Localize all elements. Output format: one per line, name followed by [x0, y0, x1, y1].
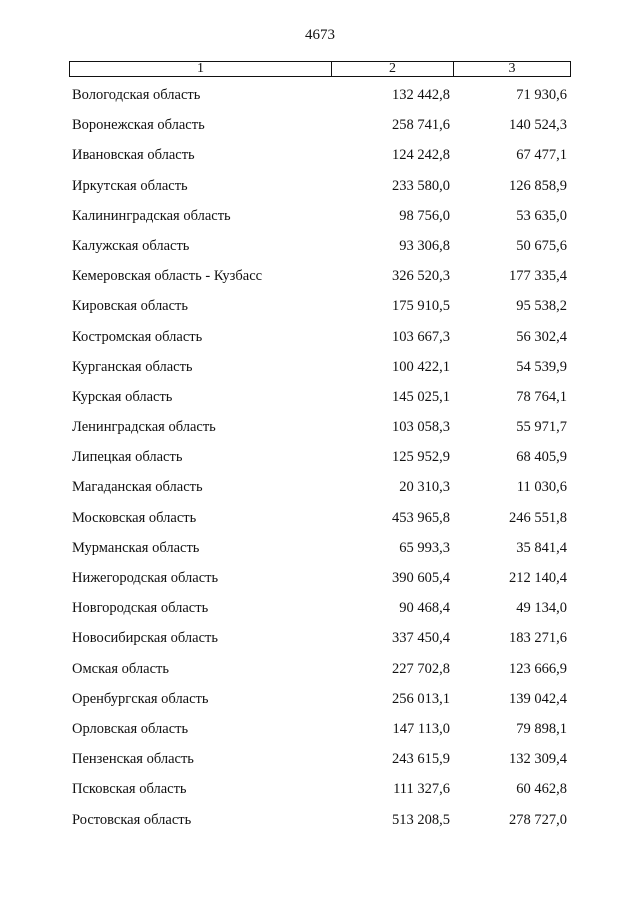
region-name: Оренбургская область [72, 690, 209, 707]
value-column-2: 103 667,3 [392, 328, 450, 345]
table-row [0, 442, 640, 472]
value-column-2: 90 468,4 [399, 600, 450, 617]
region-name: Псковская область [72, 781, 187, 798]
region-name: Калининградская область [72, 207, 231, 224]
region-name: Магаданская область [72, 479, 203, 496]
value-column-3: 53 635,0 [516, 207, 567, 224]
table-row [0, 744, 640, 774]
region-name: Пензенская область [72, 751, 194, 768]
column-header-1: 1 [70, 62, 332, 76]
table-row [0, 261, 640, 291]
column-header-3: 3 [508, 61, 516, 76]
page-number: 4673 [305, 27, 335, 43]
value-column-2: 98 756,0 [399, 207, 450, 224]
value-column-2: 103 058,3 [392, 419, 450, 436]
region-name: Кировская область [72, 298, 189, 315]
value-column-3: 60 462,8 [516, 781, 567, 798]
table-row [0, 774, 640, 804]
value-column-2: 124 242,8 [392, 147, 450, 164]
table-row [0, 654, 640, 684]
region-name: Курская область [72, 388, 173, 405]
table-row [0, 805, 640, 835]
value-column-3: 35 841,4 [516, 539, 567, 556]
value-column-3: 123 666,9 [509, 660, 567, 677]
value-column-2: 326 520,3 [392, 268, 450, 285]
value-column-3: 183 271,6 [509, 630, 567, 647]
value-column-2: 256 013,1 [392, 690, 450, 707]
region-name: Новосибирская область [72, 630, 218, 647]
region-name: Московская область [72, 509, 197, 526]
region-name: Омская область [72, 660, 169, 677]
value-column-3: 212 140,4 [509, 570, 567, 586]
value-column-3: 49 134,0 [516, 600, 567, 617]
value-column-3: 246 551,8 [509, 509, 567, 526]
table-row [0, 684, 640, 714]
value-column-3: 126 858,9 [509, 177, 567, 194]
value-column-3: 78 764,1 [516, 388, 567, 405]
region-name: Воронежская область [72, 117, 205, 134]
value-column-2: 111 327,6 [393, 781, 450, 798]
table-row [0, 80, 640, 110]
column-header-row [69, 61, 571, 77]
value-column-3: 55 971,7 [516, 419, 567, 436]
value-column-2: 20 310,3 [399, 479, 450, 496]
table-row [0, 593, 640, 623]
value-column-3: 54 539,9 [516, 358, 567, 375]
value-column-3: 68 405,9 [516, 449, 567, 466]
value-column-2: 233 580,0 [392, 177, 450, 194]
value-column-2: 132 442,8 [392, 87, 450, 103]
region-name: Иркутская область [72, 177, 188, 194]
table-row [0, 472, 640, 502]
value-column-2: 258 741,6 [392, 117, 450, 134]
value-column-2: 147 113,0 [392, 720, 450, 737]
region-name: Ленинградская область [72, 419, 216, 436]
table-row [0, 382, 640, 412]
region-name: Кемеровская область - Кузбасс [72, 268, 263, 285]
value-column-2: 125 952,9 [392, 449, 450, 466]
table-row [0, 503, 640, 533]
value-column-3: 132 309,4 [509, 751, 567, 768]
value-column-3: 67 477,1 [516, 147, 567, 164]
region-name: Липецкая область [72, 449, 183, 466]
value-column-2: 175 910,5 [392, 298, 450, 315]
table-row [0, 352, 640, 382]
value-column-3: 139 042,4 [509, 690, 567, 707]
value-column-3: 79 898,1 [516, 720, 567, 737]
column-header-2: 2 [332, 62, 454, 76]
table-body [0, 80, 640, 835]
region-name: Ростовская область [72, 811, 192, 828]
table-row [0, 201, 640, 231]
region-name: Вологодская область [72, 87, 201, 103]
region-name: Новгородская область [72, 600, 209, 617]
value-column-2: 227 702,8 [392, 660, 450, 677]
value-column-2: 390 605,4 [392, 570, 450, 586]
table-row [0, 563, 640, 593]
region-name: Калужская область [72, 237, 190, 254]
value-column-3: 50 675,6 [516, 237, 567, 254]
table-row [0, 714, 640, 744]
table-row [0, 291, 640, 321]
value-column-3: 71 930,6 [516, 87, 567, 103]
region-name: Мурманская область [72, 539, 200, 556]
region-name: Нижегородская область [72, 570, 219, 586]
value-column-3: 56 302,4 [516, 328, 567, 345]
table-row [0, 110, 640, 140]
value-column-2: 93 306,8 [399, 237, 450, 254]
region-name: Орловская область [72, 720, 189, 737]
value-column-2: 513 208,5 [392, 811, 450, 828]
value-column-2: 65 993,3 [399, 539, 450, 556]
table-row [0, 623, 640, 653]
value-column-2: 243 615,9 [392, 751, 450, 768]
value-column-3: 140 524,3 [509, 117, 567, 134]
region-name: Курганская область [72, 358, 193, 375]
table-row [0, 533, 640, 563]
value-column-3: 11 030,6 [516, 479, 567, 496]
table-row [0, 322, 640, 352]
value-column-2: 337 450,4 [392, 630, 450, 647]
value-column-2: 100 422,1 [392, 358, 450, 375]
value-column-2: 145 025,1 [392, 388, 450, 405]
value-column-3: 278 727,0 [509, 811, 567, 828]
region-name: Ивановская область [72, 147, 195, 164]
value-column-2: 453 965,8 [392, 509, 450, 526]
table-row [0, 171, 640, 201]
table-row [0, 412, 640, 442]
table-row [0, 231, 640, 261]
region-name: Костромская область [72, 328, 203, 345]
table-row [0, 140, 640, 170]
value-column-3: 177 335,4 [509, 268, 567, 285]
value-column-3: 95 538,2 [516, 298, 567, 315]
